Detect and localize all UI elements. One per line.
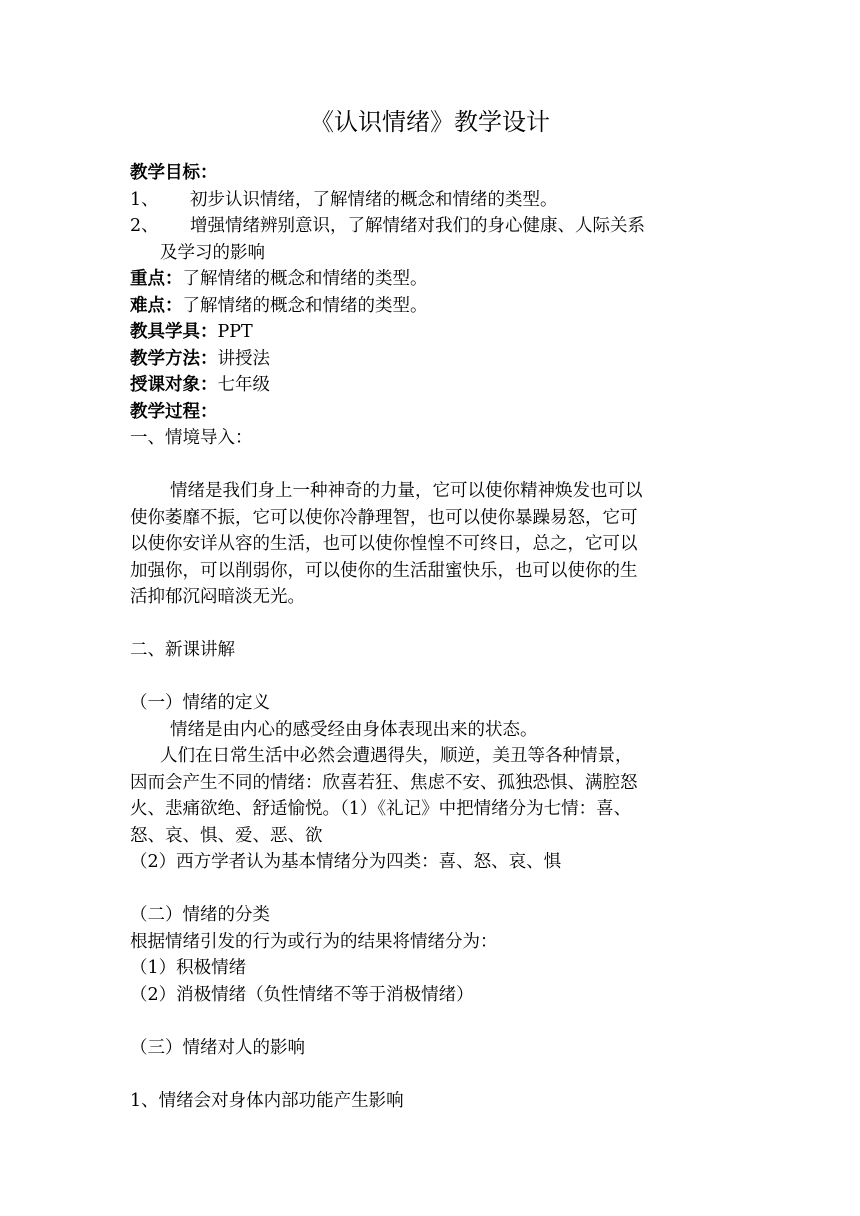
section1-paragraph-line: 活抑郁沉闷暗淡无光。	[130, 587, 305, 607]
process-heading: 教学过程：	[130, 401, 218, 422]
section1-heading: 一、情境导入：	[130, 428, 253, 448]
sub2-heading: （二）情绪的分类	[130, 905, 270, 925]
document-body	[130, 160, 734, 1114]
section1-paragraph-line: 以使你安详从容的生活，也可以使你惶惶不可终日，总之，它可以	[130, 534, 638, 554]
teaching-aids-value: PPT	[217, 322, 253, 342]
sub1-paragraph-line: 怒、哀、惧、爱、恶、欲	[130, 825, 323, 846]
key-points-value: 了解情绪的概念和情绪的类型。	[182, 269, 428, 289]
section1-paragraph-line: 加强你，可以削弱你，可以使你的生活甜蜜快乐，也可以使你的生	[130, 560, 638, 581]
sub1-paragraph-line: 因而会产生不同的情绪：欣喜若狂、焦虑不安、孤独恐惧、满腔怒	[130, 772, 638, 793]
objective-number: 2、	[130, 216, 159, 236]
difficulties-label: 难点：	[130, 295, 183, 316]
objective-text-continued: 及学习的影响	[160, 242, 265, 263]
western-classification: （2）西方学者认为基本情绪分为四类：喜、怒、哀、惧	[130, 852, 562, 872]
sub1-heading: （一）情绪的定义	[130, 693, 270, 713]
sub1-paragraph-line: 人们在日常生活中必然会遭遇得失，顺逆，美丑等各种情景，	[160, 746, 633, 766]
key-points-label: 重点：	[130, 269, 183, 289]
spacer	[130, 876, 734, 903]
teaching-method-label: 教学方法：	[130, 348, 218, 369]
classification-item: （2）消极情绪（负性情绪不等于消极情绪）	[130, 984, 474, 1005]
spacer	[130, 1061, 734, 1088]
teaching-aids	[130, 319, 734, 346]
document-title: 《认识情绪》教学设计	[310, 108, 550, 136]
spacer	[130, 611, 734, 638]
target-students	[130, 372, 734, 399]
objective-text: 初步认识情绪，了解情绪的概念和情绪的类型。	[190, 189, 558, 210]
spacer	[130, 1008, 734, 1035]
objective-number: 1、	[130, 189, 159, 210]
teaching-aids-label: 教具学具：	[130, 322, 218, 342]
sub1-paragraph-line: 火、悲痛欲绝、舒适愉悦。（1）《礼记》中把情绪分为七情：喜、	[130, 799, 632, 819]
spacer	[130, 452, 734, 479]
difficulties-value: 了解情绪的概念和情绪的类型。	[182, 295, 428, 316]
influence-point-1: 1、情绪会对身体内部功能产生影响	[130, 1090, 404, 1111]
spacer	[130, 664, 734, 691]
objectives-heading: 教学目标：	[130, 163, 218, 183]
sub3-heading: （三）情绪对人的影响	[130, 1037, 305, 1058]
section1-paragraph-line: 使你萎靡不振，它可以使你冷静理智，也可以使你暴躁易怒，它可	[130, 507, 638, 528]
objective-item-2	[130, 213, 734, 240]
classification-item: （1）积极情绪	[130, 958, 247, 978]
objective-text: 增强情绪辨别意识，了解情绪对我们的身心健康、人际关系	[190, 216, 645, 236]
difficulties	[130, 293, 734, 320]
teaching-method	[130, 346, 734, 373]
target-students-value: 七年级	[217, 375, 270, 395]
target-students-label: 授课对象：	[130, 375, 218, 395]
teaching-method-value: 讲授法	[217, 348, 270, 369]
definition-text: 情绪是由内心的感受经由身体表现出来的状态。	[170, 719, 538, 740]
objective-item-1	[130, 187, 734, 214]
key-points	[130, 266, 734, 293]
sub2-intro: 根据情绪引发的行为或行为的结果将情绪分为：	[130, 931, 498, 952]
section1-paragraph-line: 情绪是我们身上一种神奇的力量，它可以使你精神焕发也可以	[170, 481, 643, 501]
section2-heading: 二、新课讲解	[130, 640, 235, 660]
